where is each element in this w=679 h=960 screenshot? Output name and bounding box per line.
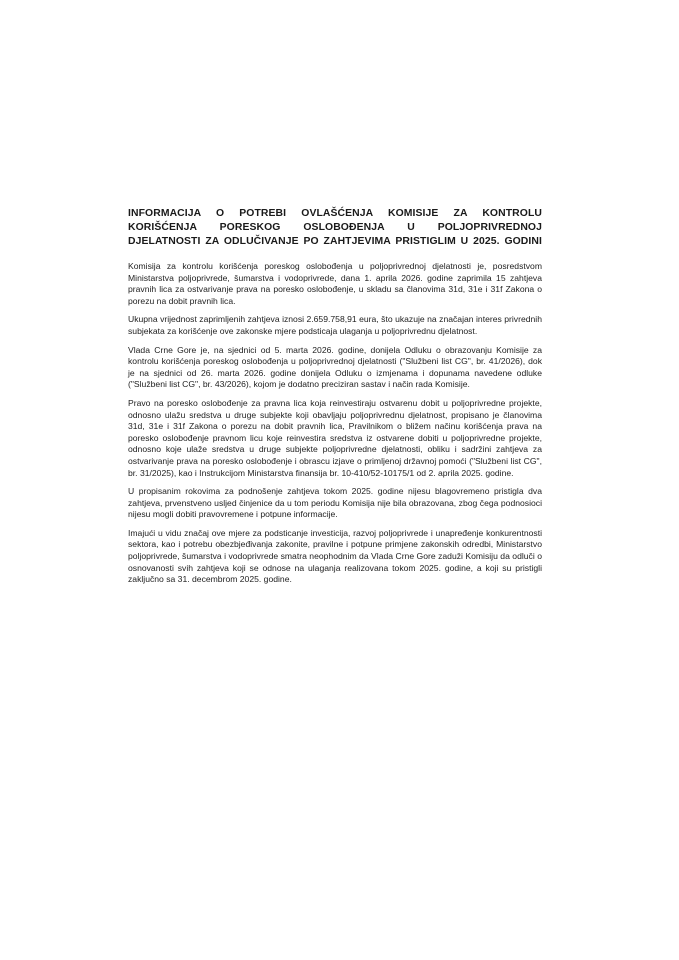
paragraph-conclusion: Imajući u vidu značaj ove mjere za podsticanje investicija, razvoj poljoprivrede i unapređenje konkurentnosti sektora, kao i potrebu obezbjeđivanja zakonite, pravilne i potpune primjene zakonskih odredbi, Ministarstvo poljoprivrede, šumarstva i vodoprivrede smatra neophodnim da Vlada Crne Gore zaduži Komisiju da odluči o osnovanosti svih zahtjeva koji se odnose na ulaganja realizovana tokom 2025. godine, a koji su pristigli zaključno sa 31. decembrom 2025. godine. bbox=[128, 527, 542, 585]
paragraph-government-decision: Vlada Crne Gore je, na sjednici od 5. marta 2026. godine, donijela Odluku o obrazovanju Komisije za kontrolu korišćenja poreskog oslobođenja u poljoprivrednoj djelatnosti ("Službeni list CG", br. 41/2026), dok je na sjednici od 26. marta 2026. godine donijela Odluku o izmjenama i dopunama navedene odluke ("Službeni list CG", br. 43/2026), kojom je dodatno preciziran sastav i način rada Komisije. bbox=[128, 344, 542, 390]
title-line-1: INFORMACIJA O POTREBI OVLAŠĆENJA KOMISIJE ZA KONTROLU bbox=[128, 208, 542, 219]
document-content bbox=[128, 207, 542, 593]
paragraph-commission-receipt: Komisija za kontrolu korišćenja poreskog oslobođenja u poljoprivrednoj djelatnosti je, posredstvom Ministarstva poljoprivrede, šumarstva i vodoprivrede, dana 1. aprila 2026. godine zaprimila 15 zahtjeva pravnih lica za ostvarivanje prava na poresko oslobođenje, u skladu sa članovima 31d, 31e i 31f Zakona o porezu na dobit pravnih lica. bbox=[128, 261, 542, 306]
title-line-3: DJELATNOSTI ZA ODLUČIVANJE PO ZAHTJEVIMA PRISTIGLIM U 2025. GODINI bbox=[128, 236, 542, 247]
paragraph-legal-basis: Pravo na poresko oslobođenje za pravna lica koja reinvestiraju ostvarenu dobit u poljoprivredne projekte, odnosno ulažu sredstva u druge subjekte koji obavljaju poljoprivrednu djelatnost, propisano je članovima 31d, 31e i 31f Zakona o porezu na dobit pravnih lica, Pravilnikom o bližem načinu korišćenja prava na poresko oslobođenje pravnom licu koje reinvestira sredstva iz ostvarene dobiti u poljoprivredne projekte, odnosno koje ulaže sredstva u druge subjekte poljoprivredne djelatnosti, obliku i sadržini zahtjeva za ostvarivanje prava na poresko oslobođenje i obrascu izjave o primljenoj državnoj pomoći ("Službeni list CG", br. 31/2025), kao i Instrukcijom Ministarstva finansija br. 10-410/52-10175/1 od 2. aprila 2025. godine. bbox=[128, 397, 542, 478]
document-title bbox=[128, 207, 542, 249]
paragraph-late-requests: U propisanim rokovima za podnošenje zahtjeva tokom 2025. godine nijesu blagovremeno pristigla dva zahtjeva, prvenstveno usljed činjenice da u tom periodu Komisija nije bila obrazovana, zbog čega podnosioci nijesu mogli dobiti pravovremene i potpune informacije. bbox=[128, 486, 542, 520]
title-line-2: KORIŠĆENJA PORESKOG OSLOBOĐENJA U POLJOPRIVREDNOJ bbox=[128, 222, 542, 233]
paragraph-total-value: Ukupna vrijednost zaprimljenih zahtjeva iznosi 2.659.758,91 eura, što ukazuje na značajan interes privrednih subjekata za korišćenje ove zakonske mjere podsticaja ulaganja u poljoprivrednu djelatnost. bbox=[128, 314, 542, 336]
